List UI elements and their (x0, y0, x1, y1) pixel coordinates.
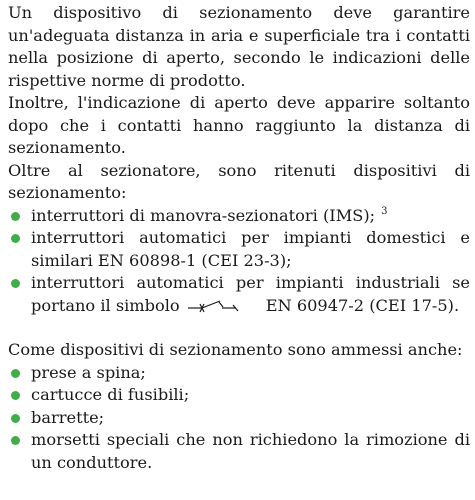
circuit-breaker-disconnector-symbol-icon (186, 299, 250, 313)
bullet-icon (11, 279, 20, 288)
paragraph-gap (8, 317, 470, 339)
list-item-plugs (8, 362, 470, 385)
paragraph-other-devices-intro: Oltre al sezionatore, sono ritenuti dispositivi di sezionamento: (8, 160, 470, 202)
list-item-text: barrette; (31, 407, 105, 427)
footnote-marker: 3 (381, 206, 388, 218)
devices-list (8, 205, 470, 318)
paragraph-open-indication: Inoltre, l'indicazione di aperto deve apparire soltanto dopo che i contatti hanno raggiunto la distanza di sezionamento. (8, 93, 470, 157)
list-item-text: EN 60947-2 (CEI 17-5). (265, 295, 460, 315)
paragraph-also-admitted: Come dispositivi di sezionamento sono ammessi anche: (8, 340, 463, 359)
list-item-text: interruttori di manovra-sezionatori (IMS); (31, 205, 376, 225)
list-item-terminals (8, 429, 470, 474)
list-item-text: interruttori automatici per impianti domestici e similari EN 60898-1 (CEI 23-3); (31, 228, 470, 270)
list-item-text: prese a spina; (31, 362, 146, 382)
list-item-text: interruttori automatici per impianti industriali se portano il simbolo (31, 273, 470, 315)
bullet-icon (11, 234, 20, 243)
list-item-industrial-breakers (8, 272, 470, 317)
paragraph-disconnecting-device: Un dispositivo di sezionamento deve garantire un'adeguata distanza in aria e superficiale tra i contatti nella posizione di aperto, secondo le indicazioni delle rispettive norme di prodotto. (8, 3, 470, 90)
list-item-links (8, 407, 470, 430)
bullet-icon (11, 414, 20, 423)
admitted-devices-list (8, 362, 470, 475)
list-item-text: morsetti speciali che non richiedono la rimozione di un conduttore. (31, 430, 470, 472)
bullet-icon (11, 212, 20, 221)
document-page (8, 2, 470, 474)
list-item-fuses (8, 384, 470, 407)
bullet-icon (11, 369, 20, 378)
list-item-domestic-breakers (8, 227, 470, 272)
list-item-ims (8, 205, 470, 228)
bullet-icon (11, 391, 20, 400)
bullet-icon (11, 436, 20, 445)
list-item-text: cartucce di fusibili; (31, 385, 190, 404)
